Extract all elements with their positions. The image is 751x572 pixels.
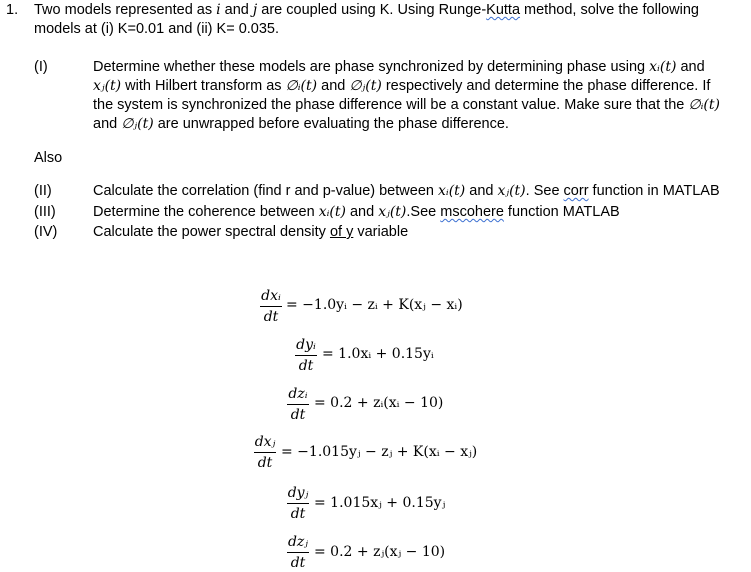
part-1-text: are unwrapped before evaluating the phase difference. — [153, 116, 509, 132]
part-3-text-a: Determine the coherence between — [93, 204, 319, 220]
part-1-label: (I) — [34, 59, 48, 75]
fraction — [254, 433, 276, 472]
part-4-text-b: variable — [353, 224, 409, 240]
part-3-text — [93, 204, 620, 220]
equation-rhs: = 1.015xⱼ + 0.15yⱼ — [314, 495, 446, 511]
math-phi-i-t: ∅ᵢ(t) — [285, 78, 318, 94]
math-xi-t: xᵢ(t) — [437, 183, 466, 199]
part-3-label: (III) — [34, 204, 56, 220]
math-xj-t: xⱼ(t) — [497, 183, 526, 199]
question-text: Two models represented as — [34, 2, 217, 18]
part-2-text-b: and — [465, 183, 498, 199]
fraction — [295, 336, 317, 375]
question-line-2: models at (i) K=0.01 and (ii) K= 0.035. — [34, 21, 280, 37]
fraction-bar — [254, 452, 276, 453]
question-line-1 — [34, 2, 699, 18]
question-number: 1. — [6, 2, 19, 18]
fraction — [287, 385, 309, 424]
part-1-text: and — [93, 116, 122, 132]
question-text: method, solve the following — [520, 2, 699, 18]
numerator: dzⱼ — [287, 534, 309, 550]
part-1-text: Determine whether these models are phase synchronized by determining phase using — [93, 59, 650, 75]
equation-rhs: = 1.0xᵢ + 0.15yᵢ — [322, 346, 434, 362]
part-4-text-a: Calculate the power spectral density — [93, 224, 330, 240]
fraction — [287, 533, 309, 572]
part-1-text: respectively and determine the phase difference. If — [381, 78, 711, 94]
math-xj-t: xⱼ(t) — [378, 204, 407, 220]
numerator: dxⱼ — [254, 434, 276, 450]
equation-rhs: = 0.2 + zⱼ(xⱼ − 10) — [314, 544, 446, 560]
part-1-line-1 — [93, 59, 705, 75]
math-xj-t: xⱼ(t) — [93, 78, 122, 94]
denominator: dt — [290, 506, 306, 522]
math-xi-t: xᵢ(t) — [318, 204, 346, 220]
part-1-text: with Hilbert transform as — [121, 78, 286, 94]
denominator: dt — [290, 555, 306, 571]
equation-rhs: = −1.015yⱼ − zⱼ + K(xᵢ − xⱼ) — [281, 444, 478, 460]
equation-rhs: = 0.2 + zᵢ(xᵢ − 10) — [314, 395, 444, 411]
part-2-label: (II) — [34, 183, 52, 199]
underlined-of-y: of y — [329, 224, 354, 240]
fraction-bar — [295, 355, 317, 356]
numerator: dyⱼ — [287, 485, 309, 501]
spellcheck-word-corr: corr — [563, 183, 589, 199]
math-phi-j-t: ∅ⱼ(t) — [349, 78, 382, 94]
part-4-text — [93, 224, 408, 240]
part-1-line-4 — [93, 116, 509, 132]
fraction-bar — [260, 306, 282, 307]
part-2-text-d: function in MATLAB — [588, 183, 720, 199]
part-1-text: and — [317, 78, 350, 94]
denominator: dt — [263, 309, 279, 325]
part-2-text — [93, 183, 720, 199]
part-2-text-c: . See — [525, 183, 564, 199]
numerator: dzᵢ — [288, 386, 308, 402]
var-i: i — [216, 2, 221, 18]
question-text: are coupled using K. Using Runge- — [257, 2, 487, 18]
part-1-line-2 — [93, 78, 710, 94]
part-2-text-a: Calculate the correlation (find r and p-value) between — [93, 183, 438, 199]
math-phi-j-t: ∅ⱼ(t) — [121, 116, 154, 132]
part-3-text-b: and — [345, 204, 379, 220]
part-3-text-d: function MATLAB — [503, 204, 620, 220]
fraction — [287, 484, 309, 523]
equation-rhs: = −1.0yᵢ − zᵢ + K(xⱼ − xᵢ) — [286, 297, 463, 313]
also-label: Also — [34, 150, 63, 166]
part-3-text-c: .See — [406, 204, 441, 220]
fraction-bar — [287, 503, 309, 504]
denominator: dt — [257, 455, 273, 471]
fraction — [260, 287, 282, 326]
fraction-bar — [287, 552, 309, 553]
question-text: and — [220, 2, 253, 18]
var-j: j — [252, 2, 258, 18]
math-phi-i-t: ∅ᵢ(t) — [688, 97, 720, 113]
denominator: dt — [290, 407, 306, 423]
part-1-text: and — [676, 59, 705, 75]
fraction-bar — [287, 404, 309, 405]
numerator: dyᵢ — [296, 337, 316, 353]
part-1-line-3 — [93, 97, 720, 113]
numerator: dxᵢ — [261, 288, 281, 304]
part-4-label: (IV) — [34, 224, 58, 240]
spellcheck-word-kutta: Kutta — [486, 2, 521, 18]
denominator: dt — [298, 358, 314, 374]
math-xi-t: xᵢ(t) — [649, 59, 677, 75]
part-1-text: the system is synchronized the phase difference will be a constant value. Make sure that the — [93, 97, 689, 113]
spellcheck-word-mscohere: mscohere — [440, 204, 504, 220]
